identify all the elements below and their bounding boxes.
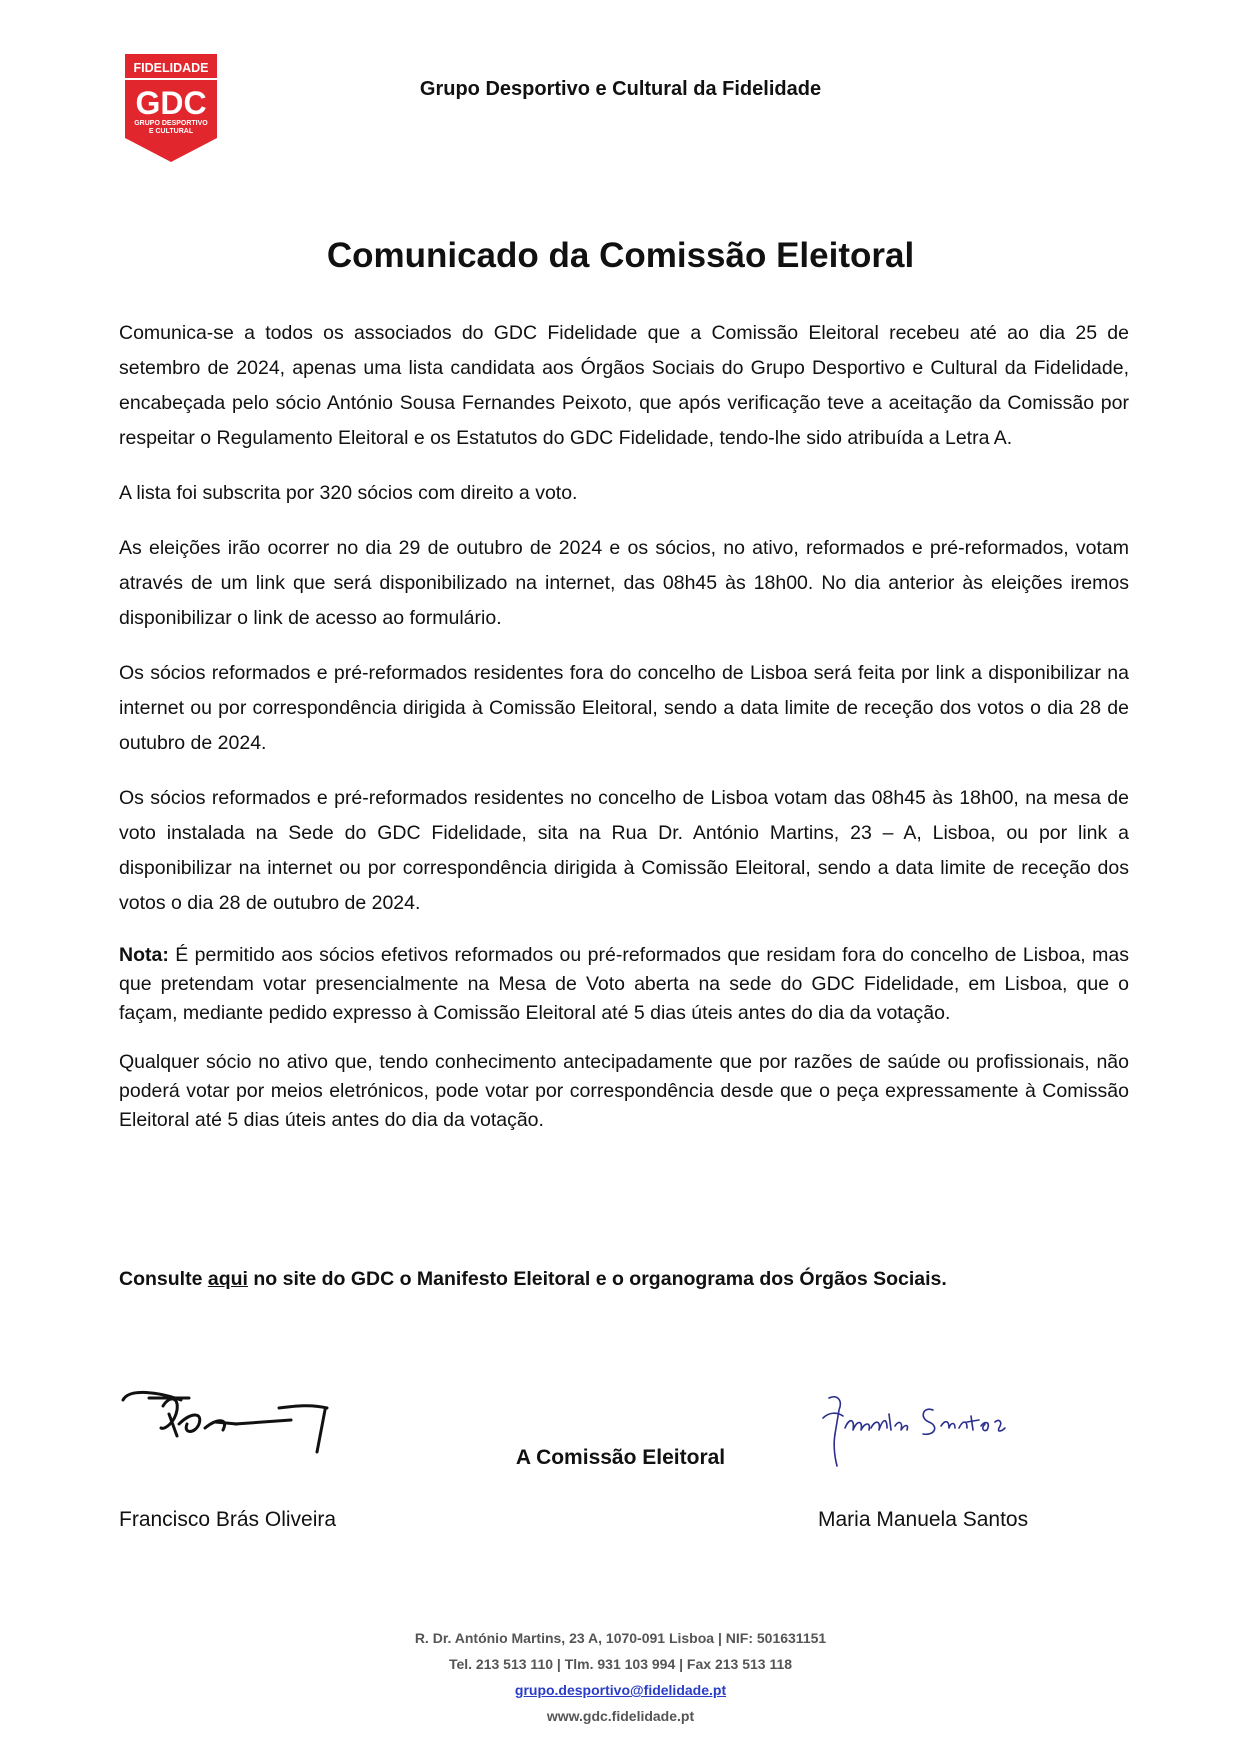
- consult-link[interactable]: aqui: [207, 1268, 248, 1290]
- document-title: Comunicado da Comissão Eleitoral: [326, 236, 915, 275]
- logo-sub-text-2: E CULTURAL: [148, 128, 194, 135]
- footer-website: www.gdc.fidelidade.pt: [546, 1708, 695, 1724]
- footer-email-link[interactable]: grupo.desportivo@fidelidade.pt: [514, 1682, 727, 1698]
- note-label: Nota:: [119, 944, 169, 966]
- document-body: [119, 316, 1129, 1135]
- note-text: É permitido aos sócios efetivos reformados ou pré-reformados que residam fora do concelho de Lisboa, mas que pretendam votar presencialmente na Mesa de Voto aberta na sede do GDC Fidelidade, em Lisboa, que o façam, mediante pedido expresso à Comissão Eleitoral até 5 dias úteis antes do dia da votação.: [119, 944, 1129, 1024]
- footer-phones: Tel. 213 513 110 | Tlm. 931 103 994 | Fax 213 513 118: [448, 1656, 793, 1672]
- signatory-left-name: Francisco Brás Oliveira: [119, 1508, 337, 1531]
- paragraph-correspondence-vote: Qualquer sócio no ativo que, tendo conhecimento antecipadamente que por razões de saúde ou profissionais, não poderá votar por meios eletrónicos, pode votar por correspondência desde que o peça expressamente à Comissão Eleitoral até 5 dias úteis antes do dia da votação.: [119, 1051, 1129, 1131]
- paragraph-list-reception: Comunica-se a todos os associados do GDC Fidelidade que a Comissão Eleitoral recebeu até ao dia 25 de setembro de 2024, apenas uma lista candidata aos Órgãos Sociais do Grupo Desportivo e Cultural da Fidelidade, encabeçada pelo sócio António Sousa Fernandes Peixoto, que após verificação teve a aceitação da Comissão por respeitar o Regulamento Eleitoral e os Estatutos do GDC Fidelidade, tendo-lhe sido atribuída a Letra A.: [119, 322, 1129, 449]
- gdc-fidelidade-logo: [125, 54, 217, 166]
- footer-address: R. Dr. António Martins, 23 A, 1070-091 Lisboa | NIF: 501631151: [414, 1630, 827, 1646]
- consult-line: [119, 1268, 947, 1291]
- footer: [0, 1625, 1241, 1729]
- paragraph-outside-lisbon: Os sócios reformados e pré-reformados residentes fora do concelho de Lisboa será feita por link a disponibilizar na internet ou por correspondência dirigida à Comissão Eleitoral, sendo a data limite de receção dos votos o dia 28 de outubro de 2024.: [119, 662, 1129, 754]
- paragraph-subscribers: A lista foi subscrita por 320 sócios com direito a voto.: [119, 482, 578, 504]
- logo-main-text: GDC: [135, 85, 207, 121]
- logo-sub-text-1: GRUPO DESPORTIVO: [134, 120, 208, 127]
- signatory-right-name: Maria Manuela Santos: [818, 1508, 1029, 1531]
- paragraph-note: [119, 941, 1129, 1028]
- organization-name: Grupo Desportivo e Cultural da Fidelidade: [419, 78, 822, 100]
- paragraph-lisbon-residents: Os sócios reformados e pré-reformados residentes no concelho de Lisboa votam das 08h45 às 18h00, na mesa de voto instalada na Sede do GDC Fidelidade, sita na Rua Dr. António Martins, 23 – A, Lisboa, ou por link a disponibilizar na internet ou por correspondência dirigida à Comissão Eleitoral, sendo a data limite de receção dos votos o dia 28 de outubro de 2024.: [119, 787, 1129, 914]
- consult-after: no site do GDC o Manifesto Eleitoral e o organograma dos Órgãos Sociais.: [247, 1268, 947, 1290]
- committee-label: A Comissão Eleitoral: [515, 1446, 726, 1469]
- logo-top-text: FIDELIDADE: [133, 61, 209, 75]
- consult-before: Consulte: [119, 1268, 208, 1290]
- paragraph-election-date: As eleições irão ocorrer no dia 29 de outubro de 2024 e os sócios, no ativo, reformados e pré-reformados, votam através de um link que será disponibilizado na internet, das 08h45 às 18h00. No dia anterior às eleições iremos disponibilizar o link de acesso ao formulário.: [119, 537, 1129, 629]
